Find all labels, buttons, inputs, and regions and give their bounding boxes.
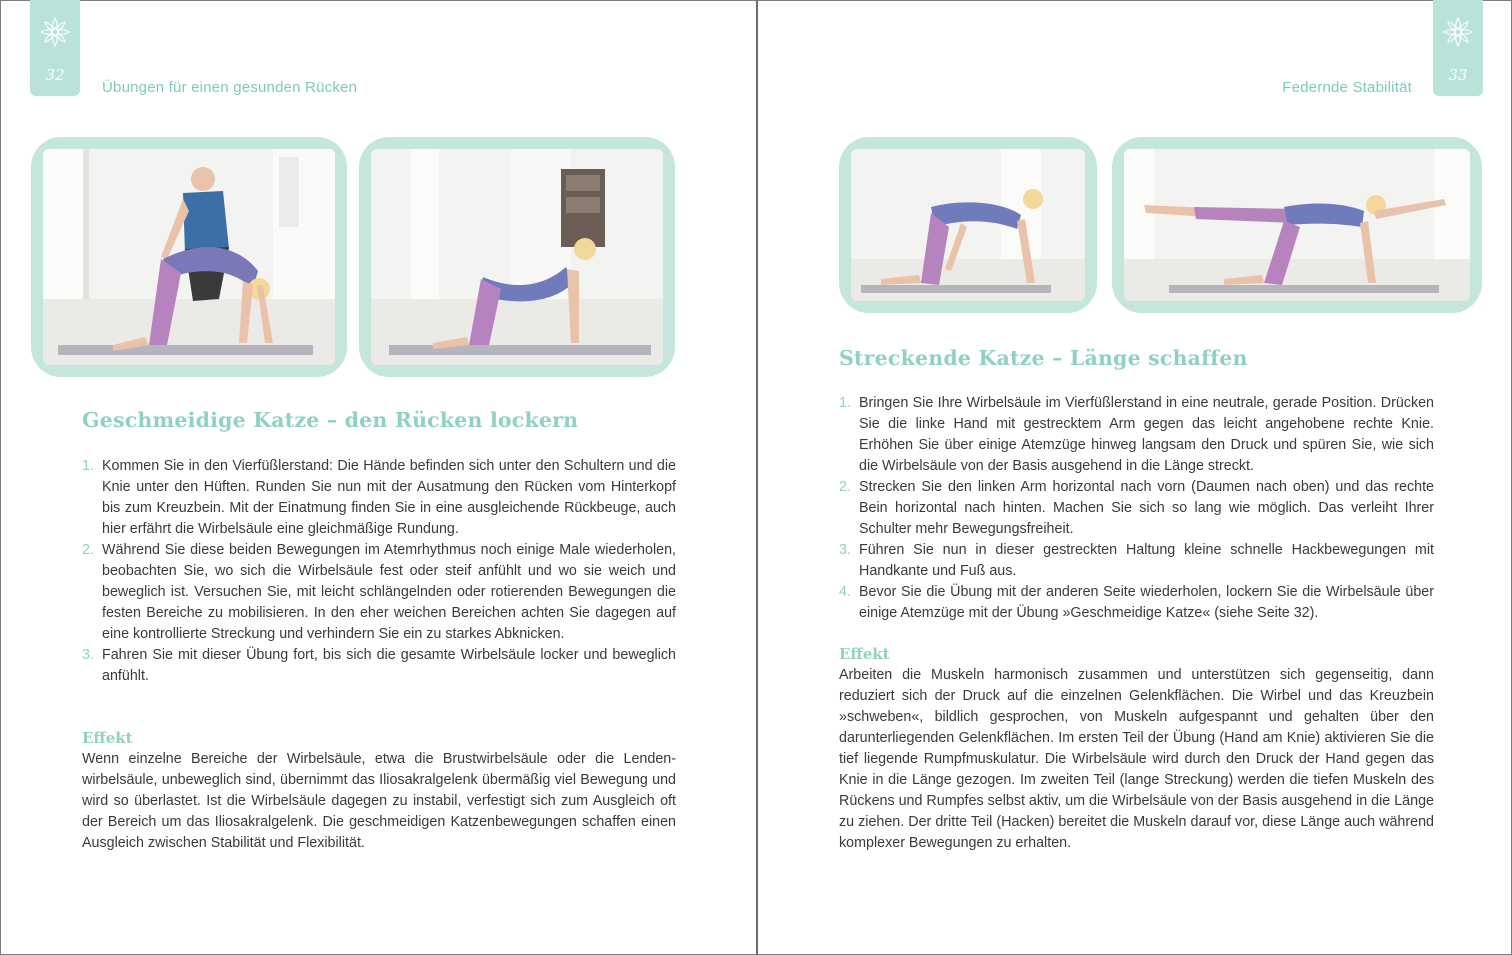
photo-illustration bbox=[43, 149, 335, 365]
effect-text: Wenn einzelne Bereiche der Wirbelsäule, etwa die Brustwirbelsäule oder die Lendenwirbelsäule, unbeweglich sind, übernimmt das Iliosakralgelenk übermäßig viel Bewegung und wird so überlastet. Ist die Wirbelsäule dagegen zu instabil, verfestigt sich zum Ausgleich oft der Bereich um das Iliosakralgelenk. Die geschmeidigen Katzenbewegungen schaffen einen Ausgleich zwischen Stabilität und Flexibilität. bbox=[82, 751, 676, 851]
step-list bbox=[82, 456, 676, 687]
photo-illustration bbox=[1124, 149, 1470, 301]
step-text: Führen Sie nun in dieser gestreckten Haltung kleine schnelle Hackbewegungen mit Handkante und Fuß aus. bbox=[859, 542, 1434, 579]
step-number: 1. bbox=[82, 458, 94, 474]
step-text: Während Sie diese beiden Bewegungen im Atemrhythmus noch einige Male wiederholen, beobachten Sie, wo sich die Wirbelsäule fest oder steif anfühlt und wo sie weich und beweglich ist. Versuchen Sie, mit leicht schlängelnden oder rotierenden Bewegungen die festen Bereiche zu mobilisieren. In den eher weichen Bereichen achten Sie dagegen auf eine kontrollierte Streckung und verhindern Sie ein zu starkes Abknicken. bbox=[102, 542, 676, 642]
page-number: 32 bbox=[45, 66, 65, 84]
step-number: 4. bbox=[839, 584, 851, 600]
step-list bbox=[839, 393, 1434, 624]
running-head: Übungen für einen gesunden Rücken bbox=[102, 79, 358, 96]
step-number: 2. bbox=[82, 542, 94, 558]
photo-hand-pressing-knee bbox=[839, 137, 1097, 313]
effect-title: Effekt bbox=[839, 645, 890, 663]
step-number: 3. bbox=[82, 647, 94, 663]
step-item bbox=[82, 456, 676, 540]
photo-illustration bbox=[371, 149, 663, 365]
effect-title: Effekt bbox=[82, 729, 133, 747]
step-number: 3. bbox=[839, 542, 851, 558]
step-item bbox=[82, 540, 676, 645]
step-item bbox=[839, 393, 1434, 477]
photo-cat-rounded-back-with-trainer bbox=[31, 137, 347, 377]
step-item bbox=[839, 582, 1434, 624]
step-text: Strecken Sie den linken Arm horizontal nach vorn (Daumen nach oben) und das rechte Bein horizontal nach hinten. Machen Sie sich so lang wie möglich. Das verleiht Ihrer Schulter mehr Bewegungsfreiheit. bbox=[859, 479, 1434, 537]
section-heading: Streckende Katze – Länge schaffen bbox=[839, 346, 1248, 370]
lotus-icon bbox=[39, 16, 71, 48]
lotus-icon bbox=[1442, 16, 1474, 48]
step-text: Fahren Sie mit dieser Übung fort, bis sich die gesamte Wirbelsäule locker und beweglich anfühlt. bbox=[102, 647, 676, 684]
page-number: 33 bbox=[1448, 66, 1468, 84]
page-tab-right bbox=[1433, 0, 1483, 96]
running-head: Federnde Stabilität bbox=[1282, 79, 1412, 96]
step-item bbox=[82, 645, 676, 687]
step-text: Bevor Sie die Übung mit der anderen Seite wiederholen, lockern Sie die Wirbelsäule über einige Atemzüge mit der Übung »Geschmeidige Katze« (siehe Seite 32). bbox=[859, 584, 1434, 621]
step-text: Bringen Sie Ihre Wirbelsäule im Vierfüßlerstand in eine neutrale, gerade Position. Drücken Sie die linke Hand mit gestrecktem Arm gegen das leicht angehobene rechte Knie. Erhöhen Sie über einige Atemzüge hinweg langsam den Druck und spüren Sie, wie sich die Wirbelsäule von der Basis ausgehend in die Länge streckt. bbox=[859, 395, 1434, 474]
step-item bbox=[839, 477, 1434, 540]
section-heading: Geschmeidige Katze – den Rücken lockern bbox=[82, 408, 579, 432]
page-tab-left bbox=[30, 0, 80, 96]
step-text: Kommen Sie in den Vierfüßlerstand: Die Hände befinden sich unter den Schultern und die Knie unter den Hüften. Runden Sie nun mit der Ausatmung den Rücken vom Hinterkopf bis zum Kreuzbein. Mit der Einatmung finden Sie in eine ausgleichende Rückbeuge, auch hier erfährt die Wirbelsäule eine gleichmäßige Rundung. bbox=[102, 458, 676, 537]
photo-illustration bbox=[851, 149, 1085, 301]
step-item bbox=[839, 540, 1434, 582]
effect-text: Arbeiten die Muskeln harmonisch zusammen und unterstützen sich gegenseitig, dann reduziert sich der Druck auf die einzelnen Gelenkflächen. Die Wirbel und das Kreuzbein »schweben«, bildlich gesprochen, von Muskeln aufgespannt und gehalten über den darunterliegenden Gelenkflächen. Im ersten Teil der Übung (Hand am Knie) aktivieren Sie die tief liegende Rumpfmuskulatur. Die Wirbelsäule wird durch den Druck der Hand gegen das Knie in die Länge gezogen. Im zweiten Teil (lange Streckung) werden die tiefen Muskeln des Rückens und Rumpfes selbst aktiv, um die Wirbelsäule von der Basis ausgehend in die Länge zu ziehen. Der dritte Teil (Hacken) bereitet die Muskeln darauf vor, diese Länge auch während komplexer Bewegungen zu erhalten. bbox=[839, 667, 1434, 851]
photo-arm-leg-stretch bbox=[1112, 137, 1482, 313]
right-page bbox=[756, 0, 1512, 955]
step-number: 1. bbox=[839, 395, 851, 411]
step-number: 2. bbox=[839, 479, 851, 495]
photo-cat-back-bend bbox=[359, 137, 675, 377]
